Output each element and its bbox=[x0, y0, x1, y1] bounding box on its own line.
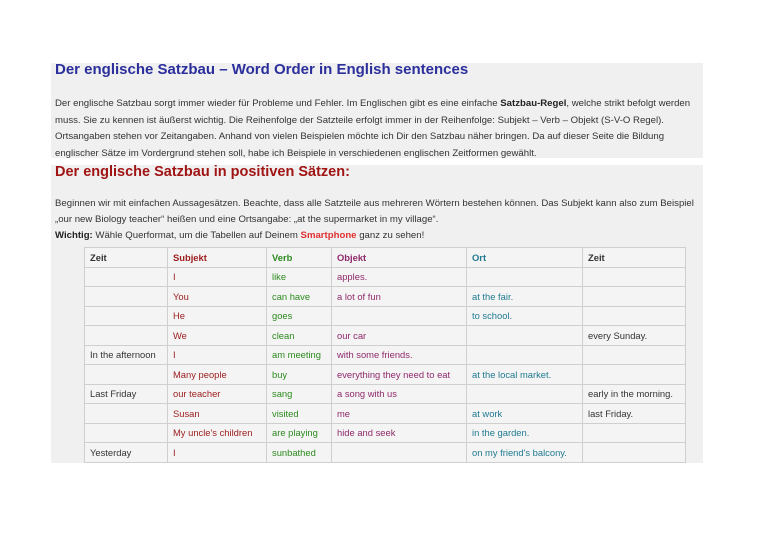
cell-objekt: me bbox=[332, 404, 467, 424]
cell-verb: buy bbox=[267, 365, 332, 385]
cell-zeit-end bbox=[583, 365, 686, 385]
cell-zeit-end bbox=[583, 345, 686, 365]
cell-objekt: with some friends. bbox=[332, 345, 467, 365]
cell-subjekt: I bbox=[168, 443, 267, 463]
table-row bbox=[85, 345, 686, 365]
cell-zeit-end bbox=[583, 267, 686, 287]
cell-subjekt: Many people bbox=[168, 365, 267, 385]
cell-subjekt: our teacher bbox=[168, 384, 267, 404]
cell-subjekt: I bbox=[168, 345, 267, 365]
cell-zeit: Yesterday bbox=[85, 443, 168, 463]
cell-verb: visited bbox=[267, 404, 332, 424]
cell-verb: like bbox=[267, 267, 332, 287]
table-row bbox=[85, 443, 686, 463]
cell-subjekt: We bbox=[168, 326, 267, 346]
hint-label: Wichtig: bbox=[55, 230, 93, 241]
cell-subjekt: He bbox=[168, 306, 267, 326]
cell-ort: at the local market. bbox=[467, 365, 583, 385]
cell-subjekt: I bbox=[168, 267, 267, 287]
cell-objekt bbox=[332, 443, 467, 463]
cell-ort bbox=[467, 384, 583, 404]
cell-ort bbox=[467, 267, 583, 287]
cell-zeit bbox=[85, 326, 168, 346]
table-row bbox=[85, 384, 686, 404]
cell-ort: to school. bbox=[467, 306, 583, 326]
header-zeit-end: Zeit bbox=[583, 248, 686, 268]
cell-ort: in the garden. bbox=[467, 423, 583, 443]
header-ort: Ort bbox=[467, 248, 583, 268]
header-subjekt: Subjekt bbox=[168, 248, 267, 268]
table-row bbox=[85, 423, 686, 443]
cell-subjekt: You bbox=[168, 287, 267, 307]
cell-ort: at work bbox=[467, 404, 583, 424]
cell-ort bbox=[467, 345, 583, 365]
header-zeit: Zeit bbox=[85, 248, 168, 268]
cell-zeit bbox=[85, 287, 168, 307]
hint-smartphone: Smartphone bbox=[300, 230, 357, 241]
cell-zeit-end bbox=[583, 423, 686, 443]
intro-text-before: Der englische Satzbau sorgt immer wieder für Probleme und Fehler. Im Englischen gibt es eine einfache bbox=[55, 98, 501, 109]
cell-objekt: apples. bbox=[332, 267, 467, 287]
cell-zeit-end: every Sunday. bbox=[583, 326, 686, 346]
section-paragraph: Beginnen wir mit einfachen Aussagesätzen. Beachte, dass alle Satzteile aus mehreren Wörtern bestehen können. Das Subjekt kann also zum Beispiel „our new Biology teacher“ heißen und eine Ortsangabe: „at the supermarket in my village“. bbox=[55, 198, 694, 225]
table-row bbox=[85, 287, 686, 307]
cell-subjekt: My uncle's children bbox=[168, 423, 267, 443]
cell-zeit bbox=[85, 306, 168, 326]
cell-verb: clean bbox=[267, 326, 332, 346]
cell-zeit bbox=[85, 267, 168, 287]
cell-zeit-end: last Friday. bbox=[583, 404, 686, 424]
cell-verb: can have bbox=[267, 287, 332, 307]
cell-ort: on my friend's balcony. bbox=[467, 443, 583, 463]
cell-objekt: our car bbox=[332, 326, 467, 346]
cell-zeit bbox=[85, 365, 168, 385]
header-verb: Verb bbox=[267, 248, 332, 268]
cell-zeit-end bbox=[583, 287, 686, 307]
table-body bbox=[85, 267, 686, 462]
cell-objekt: everything they need to eat bbox=[332, 365, 467, 385]
cell-objekt: a song with us bbox=[332, 384, 467, 404]
header-objekt: Objekt bbox=[332, 248, 467, 268]
cell-verb: am meeting bbox=[267, 345, 332, 365]
cell-objekt: a lot of fun bbox=[332, 287, 467, 307]
hint-text-before: Wähle Querformat, um die Tabellen auf Deinem bbox=[92, 230, 301, 241]
cell-subjekt: Susan bbox=[168, 404, 267, 424]
table-header-row bbox=[85, 248, 686, 268]
cell-verb: sunbathed bbox=[267, 443, 332, 463]
cell-ort bbox=[467, 326, 583, 346]
cell-verb: sang bbox=[267, 384, 332, 404]
cell-zeit bbox=[85, 423, 168, 443]
cell-ort: at the fair. bbox=[467, 287, 583, 307]
cell-verb: goes bbox=[267, 306, 332, 326]
table-row bbox=[85, 267, 686, 287]
table-row bbox=[85, 326, 686, 346]
cell-zeit-end: early in the morning. bbox=[583, 384, 686, 404]
table-row bbox=[85, 404, 686, 424]
word-order-table bbox=[84, 247, 686, 463]
cell-zeit-end bbox=[583, 306, 686, 326]
cell-zeit bbox=[85, 404, 168, 424]
cell-objekt: hide and seek bbox=[332, 423, 467, 443]
table-row bbox=[85, 365, 686, 385]
intro-bold-rule: Satzbau-Regel bbox=[500, 98, 567, 109]
intro-text-after: , welche strikt befolgt werden muss. Sie zu kennen ist äußerst wichtig. Die Reihenfolge der Satzteile erfolgt immer in der Reihenfolge: Subjekt – Verb – Objekt (S-V-O Regel). Ortsangaben stehen vor Zeitangaben. Anhand von vielen Beispielen möchte ich Dir den Satzbau näher bringen. Da auf dieser Seite die Bildung englischer Sätze im Vordergrund stehen soll, habe ich Beispiele in verschiedenen englischen Zeitformen gewählt. bbox=[55, 98, 691, 159]
table-row bbox=[85, 306, 686, 326]
cell-verb: are playing bbox=[267, 423, 332, 443]
section-heading: Der englische Satzbau in positiven Sätzen: bbox=[55, 164, 350, 180]
cell-zeit: Last Friday bbox=[85, 384, 168, 404]
cell-zeit: In the afternoon bbox=[85, 345, 168, 365]
intro-paragraph bbox=[55, 96, 700, 162]
cell-objekt bbox=[332, 306, 467, 326]
page-title: Der englische Satzbau – Word Order in English sentences bbox=[55, 61, 469, 78]
cell-zeit-end bbox=[583, 443, 686, 463]
hint-text-after: ganz zu sehen! bbox=[356, 230, 425, 241]
hint-paragraph bbox=[55, 230, 424, 242]
